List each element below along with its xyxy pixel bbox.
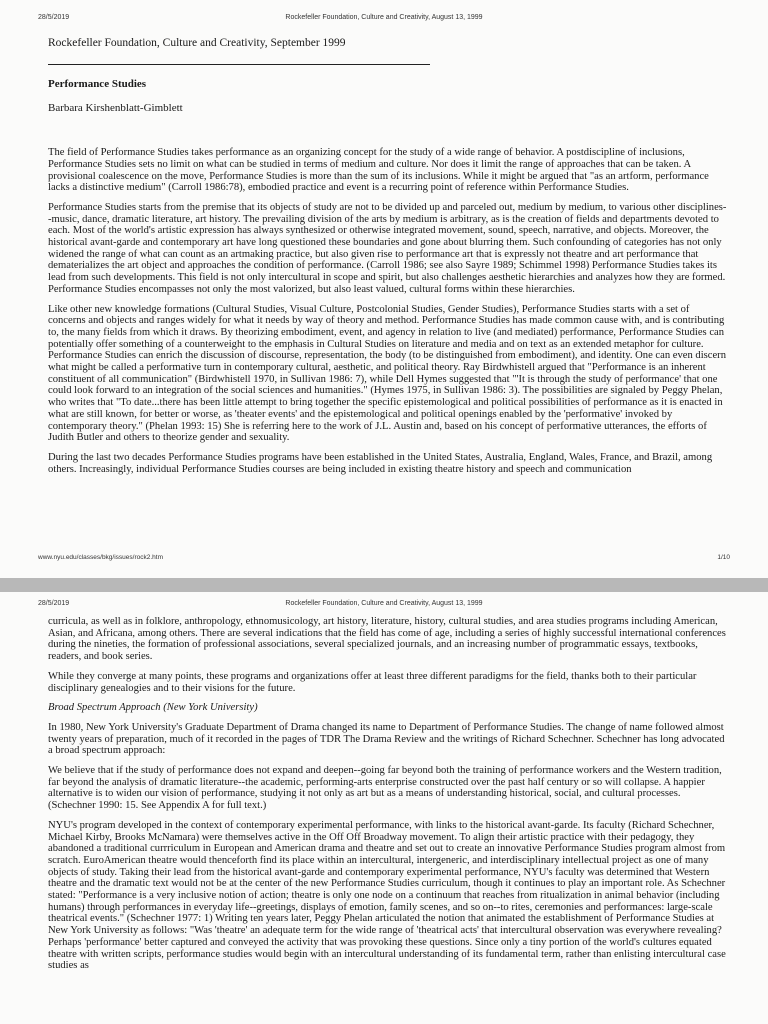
page-header [38,600,730,612]
document-page-2 [0,592,768,1024]
paragraph: While they converge at many points, these programs and organizations offer at least three different paradigms for the field, thanks both to their particular disciplinary genealogies and to their visions for the future. [48,670,697,694]
paragraph: Like other new knowledge formations (Cultural Studies, Visual Culture, Postcolonial Studies, Gender Studies), Performance Studies starts with a set of concerns and objects and ranges widely for what it needs by way of theory and method. Performance Studies has made common cause with, and is contributing to, the many fields from which it draws. By theorizing embodiment, event, and agency in relation to live (and mediated) performance, Performance Studies can potentially offer something of a counterweight to the emphasis in Cultural Studies on literature and media and on text as an extended metaphor for culture. Performance Studies can enrich the discussion of discourse, representation, the body (to be distinguished from embodiment), and identity. One can even discern what might be called a performative turn in contemporary cultural, aesthetic, and political theory. Ray Birdwhistell argued that "Performance is an inherent constituent of all communication" (Birdwhistell 1970, in Sullivan 1986: 7), while Dell Hymes suggested that "'It is through the study of performance' that one could look forward to an integration of the social sciences and humanities." (Hymes 1975, in Sullivan 1986: 3). The possibilities are signaled by Peggy Phelan, who writes that "To date...there has been little attempt to bring together the specific epistemological and political possibilities of performance as it is enacted in what are still known, for better or worse, as 'theater events' and the epistemological and political openings enabled by the 'performative' invoked by contemporary theory." (Phelan 1993: 15) She is referring here to the work of J.L. Austin and, based on his concept of performative utterances, the efforts of Judith Butler and others to theorize gender and sexuality. [48,303,727,444]
paragraph: Performance Studies starts from the premise that its objects of study are not to be divided up and parceled out, medium by medium, to various other disciplines--music, dance, dramatic literature, art history. The prevailing division of the arts by medium is arbitrary, as is the creation of fields and departments devoted to each. Most of the world's artistic expression has always synthesized or otherwise integrated movement, sound, speech, narrative, and objects. Moreover, the historical avant-garde and contemporary art have long questioned these boundaries and gone about blurring them. Such confounding of categories has not only widened the range of what can count as an artmaking practice, but also given rise to performance art that is expressly not theatre and art performance that dematerializes the art object and approaches the condition of performance. (Carroll 1986; see also Sayre 1989; Schimmel 1998) Performance Studies takes its lead from such developments. This field is not only intercultural in scope and spirit, but also challenges aesthetic hierarchies and analyzes how they are formed. Performance Studies encompasses not only the most valorized, but also least valued, cultural forms within these hierarchies. [48,201,727,295]
page-footer [38,554,730,566]
document-subtitle: Rockefeller Foundation, Culture and Creativity, September 1999 [48,37,346,49]
paragraph: The field of Performance Studies takes performance as an organizing concept for the study of a wide range of behavior. A postdiscipline of inclusions, Performance Studies sets no limit on what can be studied in terms of medium and culture. Nor does it limit the range of approaches that can be taken. A provisional coalescence on the move, Performance Studies is more than the sum of its inclusions. While it might be argued that "as an artform, performance lacks a distinctive medium" (Carroll 1986:78), embodied practice and event is a recurring point of reference within Performance Studies. [48,147,709,194]
author-name: Barbara Kirshenblatt-Gimblett [48,102,183,115]
horizontal-rule [48,64,430,65]
paragraph: NYU's program developed in the context of contemporary experimental performance, with links to the historical avant-garde. Its faculty (Richard Schechner, Michael Kirby, Brooks McNamara) were themselves active in the Off Off Broadway movement. To align their artistic practice with their pedagogy, they abandoned a traditional currriculum in European and American drama and theatre and set out to create an innovative Performance Studies program almost from scratch. EuroAmerican theatre would thenceforth find its place within an intercultural, intergeneric, and interdisciplinary intellectual project as one of many objects of study. Taking their lead from the historical avant-garde and contemporary experimental performance, NYU's faculty was determined that Western theatre and the dramatic text would not be at the center of the new Performance Studies curriculum, though it continues to play an important role. As Schechner stated: "Performance is a very inclusive notion of action; theatre is only one node on a continuum that reaches from ritualization in animal behavior (including humans) through performances in everyday life--greetings, displays of emotion, family scenes, and so on--to rites, ceremonies and performances: large-scale theatrical events." (Schechner 1977: 1) Writing ten years later, Peggy Phelan articulated the notion that animated the establishment of Performance Studies at New York University as follows: "Was 'theatre' an adequate term for the wide range of 'theatrical acts' that intercultural observation was everywhere revealing? Perhaps 'performance' better captured and conveyed the activity that was provoking these questions. Since only a tiny portion of the world's cultures equated theatre with written scripts, performance studies would begin with an intercultural understanding of its fundamental term, rather than enlisting intercultural case studies as [48,819,726,972]
page-body [48,38,728,483]
page-body [48,616,728,980]
section-title: Performance Studies [48,77,147,90]
paragraph: During the last two decades Performance Studies programs have been established in the United States, Australia, England, Wales, France, and Brazil, among others. Increasingly, individual Performance Studies courses are being included in existing theatre history and speech and communication [48,451,713,475]
header-date: 28/5/2019 [38,600,70,607]
section-heading: Broad Spectrum Approach (New York University) [48,702,258,714]
header-date: 28/5/2019 [38,14,70,21]
paragraph: curricula, as well as in folklore, anthropology, ethnomusicology, art history, literature, history, cultural studies, and area studies programs including American, Asian, and Africana, among others. There are several indications that the field has come of age, including a series of highly successful international conferences during the nineties, the formation of professional associations, several specialized journals, and an increasing number of programmatic essays, textbooks, readers, and book series. [48,616,726,663]
header-title: Rockefeller Foundation, Culture and Creativity, August 13, 1999 [285,600,483,607]
paragraph: In 1980, New York University's Graduate Department of Drama changed its name to Department of Performance Studies. The change of name followed almost twenty years of preparation, much of it recorded in the pages of TDR The Drama Review and the writings of Richard Schechner. Schechner has long advocated a broad spectrum approach: [48,721,725,757]
footer-url: www.nyu.edu/classes/bkg/issues/rock2.htm [38,554,163,561]
page-header [38,14,730,26]
block-quote: We believe that if the study of performance does not expand and deepen--going far beyond both the training of performance workers and the Western tradition, far beyond the analysis of dramatic literature--the academic, performing-arts enterprise constructed over the past half century or so will collapse. A happier alternative is to widen our vision of performance, studying it not only as art but as a means of understanding historical, social, and cultural processes. (Schechner 1990: 15. See Appendix A for full text.) [48,765,722,812]
page-number: 1/10 [717,554,730,561]
header-title: Rockefeller Foundation, Culture and Creativity, August 13, 1999 [285,14,483,21]
